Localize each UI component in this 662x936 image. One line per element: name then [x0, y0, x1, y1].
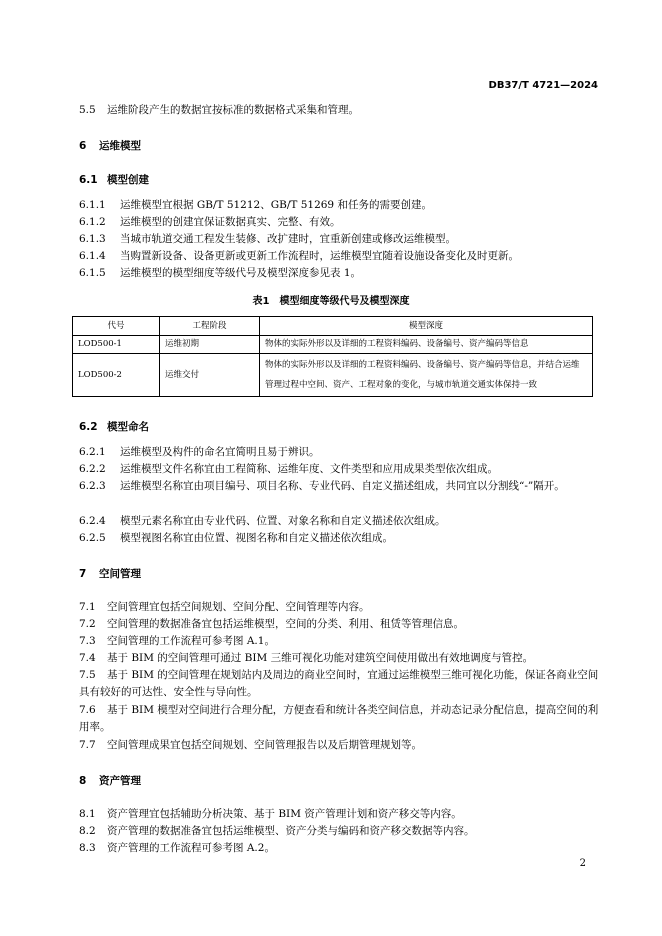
clause-text: 空间管理的数据准备宜包括运维模型，空间的分类、利用、租赁等管理信息。 — [107, 618, 464, 630]
section-8-heading — [79, 773, 141, 788]
clause-number: 8.1 — [79, 808, 96, 820]
clause-number: 7.6 — [79, 704, 96, 716]
cell-depth: 物体的实际外形以及详细的工程资料编码、设备编号、资产编码等信息，并结合运维管理过程中空间、资产、工程对象的变化，与城市轨道交通实体保持一致 — [260, 354, 593, 397]
section-title: 资产管理 — [99, 775, 141, 787]
clause-number: 7.5 — [79, 669, 96, 681]
clause-text: 模型元素名称宜由专业代码、位置、对象名称和自定义描述依次组成。 — [120, 515, 446, 527]
cell-code: LOD500-2 — [73, 354, 160, 397]
clause-text: 当购置新设备、设备更新或更新工作流程时，运维模型宜随着设施设备变化及时更新。 — [120, 250, 519, 262]
clause-6-1-2 — [79, 214, 599, 230]
clause-number: 7.7 — [79, 739, 96, 751]
section-number: 8 — [79, 775, 87, 787]
table-row — [73, 336, 593, 354]
clause-6-1-5 — [79, 265, 599, 281]
clause-6-2-1 — [79, 444, 599, 460]
page-number: 2 — [579, 858, 586, 869]
clause-6-2-5 — [79, 530, 599, 546]
clause-text: 运维模型文件名称宜由工程简称、运维年度、文件类型和应用成果类型依次组成。 — [120, 463, 498, 475]
clause-text: 运维阶段产生的数据宜按标准的数据格式采集和管理。 — [107, 104, 359, 116]
section-7-heading — [79, 566, 141, 581]
cell-stage: 运维交付 — [160, 354, 260, 397]
clause-number: 8.2 — [79, 825, 96, 837]
clause-6-1-1 — [79, 197, 599, 213]
section-6-heading — [79, 138, 141, 153]
clause-7-6 — [79, 702, 599, 736]
clause-text: 空间管理宜包括空间规划、空间分配、空间管理等内容。 — [107, 601, 370, 613]
section-number: 7 — [79, 568, 87, 580]
section-title: 模型创建 — [107, 174, 149, 186]
lod-table — [72, 316, 593, 397]
clause-6-2-2 — [79, 461, 599, 477]
clause-6-2-4 — [79, 513, 599, 529]
clause-7-2 — [79, 616, 599, 632]
table-header-row — [73, 317, 593, 336]
header-depth: 模型深度 — [260, 317, 593, 336]
clause-text: 基于 BIM 的空间管理可通过 BIM 三维可视化功能对建筑空间使用做出有效地调度与管控。 — [107, 652, 534, 664]
clause-text: 运维模型名称宜由项目编号、项目名称、专业代码、自定义描述组成，共同宜以分割线“-”隔开。 — [120, 480, 565, 492]
section-number: 6 — [79, 140, 87, 152]
clause-number: 6.1.5 — [79, 267, 106, 279]
clause-number: 6.1.1 — [79, 199, 106, 211]
clause-number: 6.2.4 — [79, 515, 106, 527]
section-title: 模型命名 — [107, 421, 149, 433]
clause-number: 6.2.3 — [79, 480, 106, 492]
clause-8-3 — [79, 840, 599, 856]
clause-text: 空间管理的工作流程可参考图 A.1。 — [107, 635, 275, 647]
section-6-1-heading — [79, 172, 149, 187]
doc-id-header: DB37/T 4721—2024 — [488, 80, 598, 91]
cell-depth: 物体的实际外形以及详细的工程资料编码、设备编号、资产编码等信息 — [260, 336, 593, 354]
clause-number: 6.2.1 — [79, 446, 106, 458]
clause-text: 运维模型的创建宜保证数据真实、完整、有效。 — [120, 216, 341, 228]
clause-7-1 — [79, 599, 599, 615]
clause-number: 6.2.5 — [79, 532, 106, 544]
section-number: 6.1 — [79, 174, 98, 186]
clause-text: 基于 BIM 模型对空间进行合理分配，方便查看和统计各类空间信息，并动态记录分配信息，提高空间的利用率。 — [79, 704, 599, 733]
clause-number: 7.4 — [79, 652, 96, 664]
cell-code: LOD500-1 — [73, 336, 160, 354]
clause-number: 6.1.3 — [79, 233, 106, 245]
clause-8-2 — [79, 823, 599, 839]
clause-6-2-3 — [79, 478, 599, 495]
clause-number: 5.5 — [79, 104, 96, 116]
clause-number: 8.3 — [79, 842, 96, 854]
clause-text: 资产管理的数据准备宜包括运维模型、资产分类与编码和资产移交数据等内容。 — [107, 825, 475, 837]
clause-text: 运维模型的模型细度等级代号及模型深度参见表 1。 — [120, 267, 362, 279]
header-code: 代号 — [73, 317, 160, 336]
clause-number: 6.2.2 — [79, 463, 106, 475]
clause-7-4 — [79, 650, 599, 666]
clause-number: 7.1 — [79, 601, 96, 613]
clause-number: 6.1.2 — [79, 216, 106, 228]
clause-text: 运维模型宜根据 GB/T 51212、GB/T 51269 和任务的需要创建。 — [120, 199, 432, 211]
cell-stage: 运维初期 — [160, 336, 260, 354]
clause-number: 7.2 — [79, 618, 96, 630]
clause-text: 运维模型及构件的命名宜简明且易于辨识。 — [120, 446, 320, 458]
clause-5-5 — [79, 102, 599, 118]
section-title: 空间管理 — [99, 568, 141, 580]
section-number: 6.2 — [79, 421, 98, 433]
clause-7-5 — [79, 667, 599, 701]
clause-text: 资产管理宜包括辅助分析决策、基于 BIM 资产管理计划和资产移交等内容。 — [107, 808, 462, 820]
clause-6-1-4 — [79, 248, 599, 264]
clause-text: 模型视图名称宜由位置、视图名称和自定义描述依次组成。 — [120, 532, 393, 544]
clause-text: 当城市轨道交通工程发生装修、改扩建时，宜重新创建或修改运维模型。 — [120, 233, 456, 245]
header-stage: 工程阶段 — [160, 317, 260, 336]
table-row — [73, 354, 593, 397]
table-1-caption: 表1 模型细度等级代号及模型深度 — [252, 296, 410, 307]
clause-7-3 — [79, 633, 599, 649]
clause-number: 6.1.4 — [79, 250, 106, 262]
clause-6-1-3 — [79, 231, 599, 247]
clause-text: 空间管理成果宜包括空间规划、空间管理报告以及后期管理规划等。 — [107, 739, 422, 751]
clause-number: 7.3 — [79, 635, 96, 647]
clause-7-7 — [79, 737, 599, 753]
section-title: 运维模型 — [99, 140, 141, 152]
clause-text: 资产管理的工作流程可参考图 A.2。 — [107, 842, 275, 854]
clause-8-1 — [79, 806, 599, 822]
section-6-2-heading — [79, 419, 149, 434]
clause-text: 基于 BIM 的空间管理在规划站内及周边的商业空间时，宜通过运维模型三维可视化功能，保证各商业空间具有较好的可达性、安全性与导向性。 — [79, 669, 599, 698]
